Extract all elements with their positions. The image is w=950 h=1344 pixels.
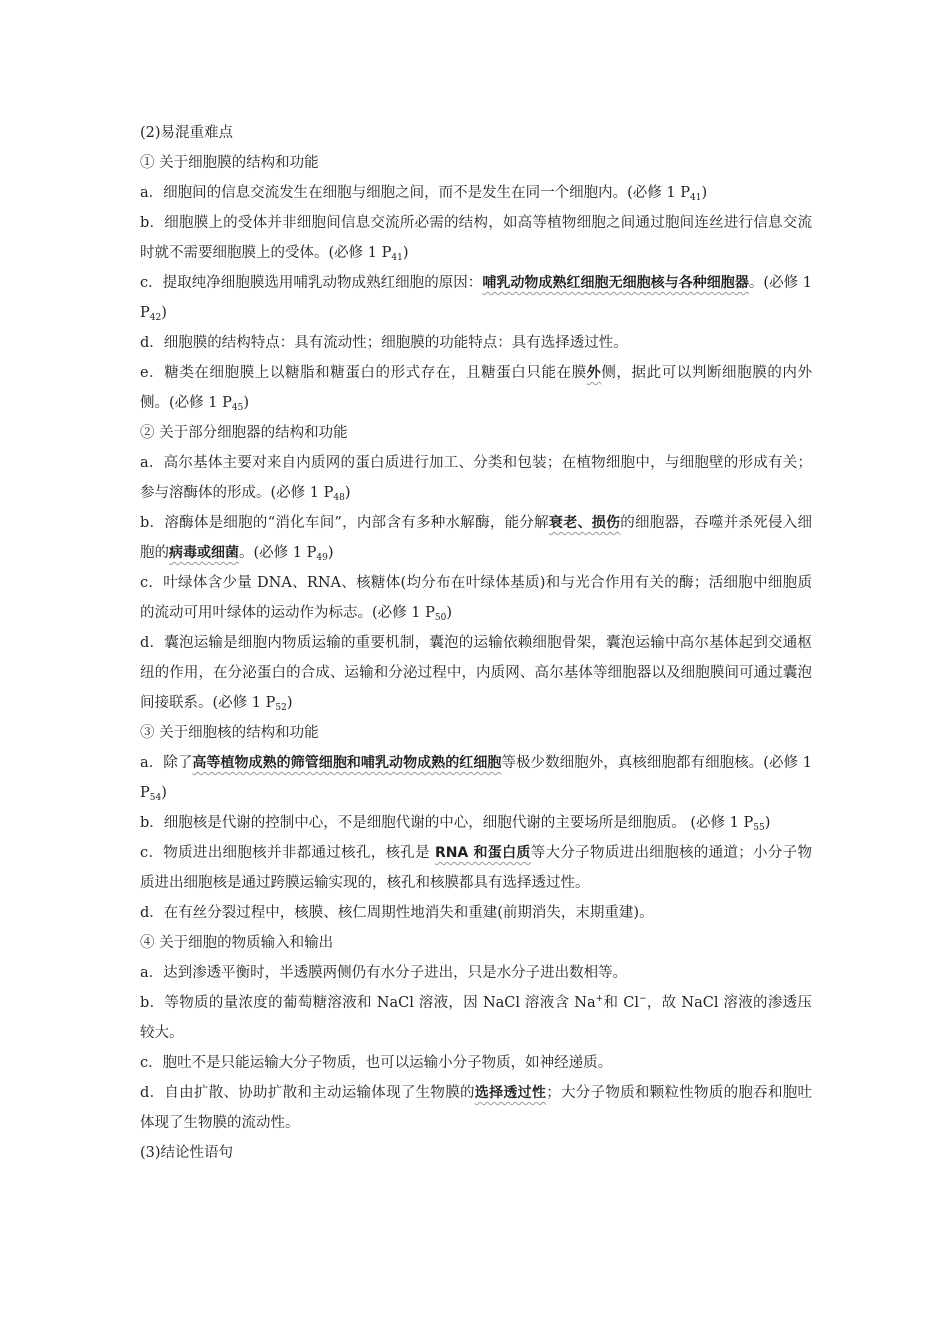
topic-title-organelles: ② 关于部分细胞器的结构和功能: [140, 425, 348, 441]
organelle-point-c: c．叶绿体含少量 DNA、RNA、核糖体(均分布在叶绿体基质)和与光合作用有关的酶；活细胞中细胞质的流动可用叶绿体的运动作为标志。(必修 1 $P_{50}$): [140, 575, 812, 623]
key-phrase: 外: [586, 365, 602, 381]
topic-title-nucleus: ③ 关于细胞核的结构和功能: [140, 725, 319, 741]
transport-point-a: a．达到渗透平衡时，半透膜两侧仍有水分子进出，只是水分子进出数相等。: [140, 965, 628, 981]
organelle-point-a: a．高尔基体主要对来自内质网的蛋白质进行加工、分类和包装；在植物细胞中，与细胞壁的形成有关；参与溶酶体的形成。(必修 1 $P_{48}$): [140, 455, 812, 503]
nucleus-point-d: d．在有丝分裂过程中，核膜、核仁周期性地消失和重建(前期消失，末期重建)。: [140, 905, 654, 921]
section-heading-2: (2)易混重难点: [140, 125, 234, 141]
key-phrase: RNA 和蛋白质: [434, 845, 531, 861]
organelle-point-b: b．溶酶体是细胞的“消化车间”，内部含有多种水解酶，能分解衰老、损伤的细胞器，吞噬并杀死侵入细胞的病毒或细菌。(必修 1 $P_{49}$): [140, 515, 813, 563]
key-phrase: 高等植物成熟的筛管细胞和哺乳动物成熟的红细胞: [192, 755, 502, 771]
nucleus-point-b: b．细胞核是代谢的控制中心，不是细胞代谢的中心，细胞代谢的主要场所是细胞质。 (必修 1 $P_{55}$): [140, 815, 771, 833]
membrane-point-d: d．细胞膜的结构特点：具有流动性；细胞膜的功能特点：具有选择透过性。: [140, 335, 628, 351]
key-phrase: 病毒或细菌: [169, 545, 239, 561]
topic-title-transport: ④ 关于细胞的物质输入和输出: [140, 935, 334, 951]
topic-title-membrane: ① 关于细胞膜的结构和功能: [140, 155, 319, 171]
key-phrase: 衰老、损伤: [548, 515, 621, 531]
membrane-point-c: c．提取纯净细胞膜选用哺乳动物成熟红细胞的原因：哺乳动物成熟红细胞无细胞核与各种细胞器。(必修 1 $P_{42}$): [140, 275, 812, 323]
transport-point-c: c．胞吐不是只能运输大分子物质，也可以运输小分子物质，如神经递质。: [140, 1055, 613, 1071]
key-phrase: 选择透过性: [474, 1085, 547, 1101]
transport-point-b: b．等物质的量浓度的葡萄糖溶液和 NaCl 溶液，因 NaCl 溶液含 Na+和 Cl−，故 NaCl 溶液的渗透压较大。: [140, 994, 812, 1041]
membrane-point-b: b．细胞膜上的受体并非细胞间信息交流所必需的结构，如高等植物细胞之间通过胞间连丝进行信息交流时就不需要细胞膜上的受体。(必修 1 $P_{41}$): [140, 215, 812, 263]
organelle-point-d: d．囊泡运输是细胞内物质运输的重要机制，囊泡的运输依赖细胞骨架，囊泡运输中高尔基体起到交通枢纽的作用，在分泌蛋白的合成、运输和分泌过程中，内质网、高尔基体等细胞器以及细胞膜间可通过囊泡间接联系。(必修 1 $P_{52}$): [140, 635, 812, 713]
membrane-point-a: a．细胞间的信息交流发生在细胞与细胞之间，而不是发生在同一个细胞内。(必修 1 $P_{41}$): [140, 185, 708, 203]
transport-point-d: d．自由扩散、协助扩散和主动运输体现了生物膜的选择透过性；大分子物质和颗粒性物质的胞吞和胞吐体现了生物膜的流动性。: [140, 1085, 813, 1131]
membrane-point-e: e．糖类在细胞膜上以糖脂和糖蛋白的形式存在，且糖蛋白只能在膜外侧，据此可以判断细胞膜的内外侧。(必修 1 $P_{45}$): [140, 365, 812, 413]
key-phrase: 哺乳动物成熟红细胞无细胞核与各种细胞器: [482, 275, 749, 291]
nucleus-point-c: c．物质进出细胞核并非都通过核孔，核孔是 RNA 和蛋白质等大分子物质进出细胞核的通道；小分子物质进出细胞核是通过跨膜运输实现的，核孔和核膜都具有选择透过性。: [140, 845, 812, 891]
section-heading-3: (3)结论性语句: [140, 1145, 234, 1161]
nucleus-point-a: a．除了高等植物成熟的筛管细胞和哺乳动物成熟的红细胞等极少数细胞外，真核细胞都有细胞核。(必修 1 $P_{54}$): [140, 755, 812, 803]
